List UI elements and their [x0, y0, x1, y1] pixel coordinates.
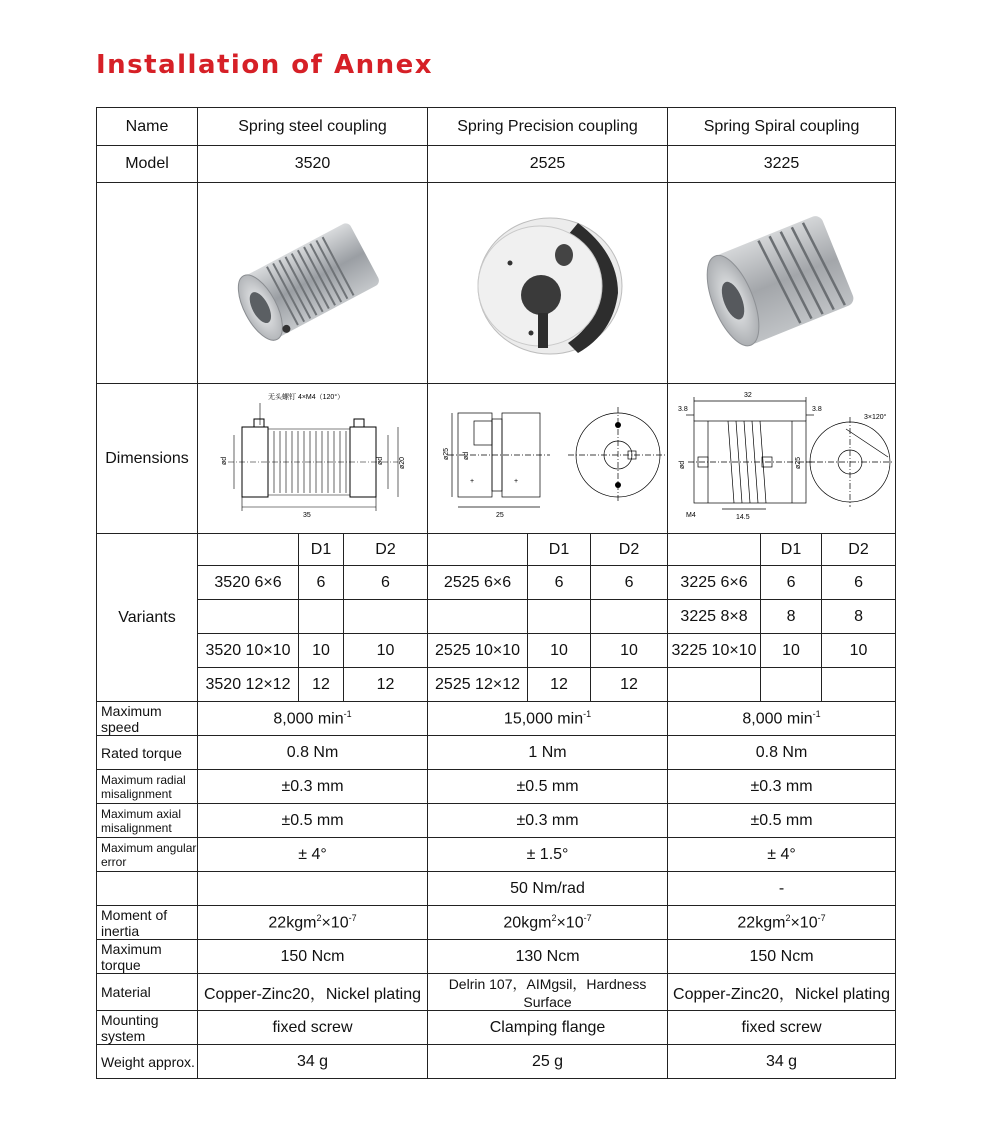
stiffness-2: 50 Nm/rad	[428, 872, 668, 906]
stiffness-3: -	[668, 872, 896, 906]
stiffness-label	[97, 872, 198, 906]
spec-table	[96, 107, 896, 1079]
model-row	[97, 146, 896, 183]
bellows-length: 35	[303, 511, 311, 519]
variant-d1	[528, 600, 591, 634]
max-torque-1: 150 Ncm	[198, 940, 428, 974]
variant-row	[97, 668, 896, 702]
axial-1: ±0.5 mm	[198, 804, 428, 838]
material-row	[97, 974, 896, 1011]
variant-model: 3225 8×8	[668, 600, 761, 634]
inertia-3: $22kgm^2\times 10^{-7}$	[668, 906, 896, 940]
mounting-label: Mounting system	[97, 1011, 198, 1045]
product-name-3: Spring Spiral coupling	[668, 108, 896, 146]
variant-header-d2-1: D2	[344, 534, 428, 566]
spiral-coupling-photo	[668, 183, 896, 384]
product-name-1: Spring steel coupling	[198, 108, 428, 146]
model-1: 3520	[198, 146, 428, 183]
variant-d2: 6	[822, 566, 896, 600]
name-label: Name	[97, 108, 198, 146]
variant-header-d2-2: D2	[591, 534, 668, 566]
variant-d1: 6	[761, 566, 822, 600]
page-title: Installation of Annex	[96, 50, 434, 80]
variant-header-d2-3: D2	[822, 534, 896, 566]
rated-torque-label: Rated torque	[97, 736, 198, 770]
variant-model	[198, 600, 299, 634]
variant-header-blank-3	[668, 534, 761, 566]
variant-d2: 12	[591, 668, 668, 702]
variant-d2: 10	[822, 634, 896, 668]
variant-d1: 6	[528, 566, 591, 600]
max-torque-3: 150 Ncm	[668, 940, 896, 974]
angular-1: ± 4°	[198, 838, 428, 872]
variant-model: 3225 6×6	[668, 566, 761, 600]
name-row	[97, 108, 896, 146]
mounting-row	[97, 1011, 896, 1045]
mounting-1: fixed screw	[198, 1011, 428, 1045]
axial-row	[97, 804, 896, 838]
variant-d2	[822, 668, 896, 702]
angular-3: ± 4°	[668, 838, 896, 872]
radial-3: ±0.3 mm	[668, 770, 896, 804]
variant-d1	[299, 600, 344, 634]
spiral-right-gap: 3.8	[812, 405, 822, 413]
spiral-mid: 14.5	[736, 513, 750, 521]
variant-d1: 10	[761, 634, 822, 668]
variant-model: 3520 12×12	[198, 668, 299, 702]
variant-row	[97, 566, 896, 600]
variant-model	[668, 668, 761, 702]
variant-d2: 6	[591, 566, 668, 600]
material-3: Copper-Zinc20，Nickel plating	[668, 974, 896, 1011]
svg-text:+: +	[514, 477, 519, 485]
max-speed-row	[97, 702, 896, 736]
oldham-drawing	[428, 384, 668, 534]
spiral-drawing	[668, 384, 896, 534]
inertia-label: Moment of inertia	[97, 906, 198, 940]
bellows-d: ød	[221, 456, 228, 465]
variant-d2: 8	[822, 600, 896, 634]
bellows-D: ø20	[399, 456, 406, 469]
variant-d2: 10	[591, 634, 668, 668]
variant-d1: 6	[299, 566, 344, 600]
radial-row	[97, 770, 896, 804]
variant-model: 2525 6×6	[428, 566, 528, 600]
inertia-row	[97, 906, 896, 940]
variant-model: 2525 10×10	[428, 634, 528, 668]
oldham-length: 25	[496, 511, 504, 519]
spiral-angle: 3×120°	[864, 413, 887, 421]
material-label: Material	[97, 974, 198, 1011]
variant-d1: 12	[528, 668, 591, 702]
variant-header-blank-1	[198, 534, 299, 566]
angular-2: ± 1.5°	[428, 838, 668, 872]
spiral-d: ød	[679, 460, 687, 469]
model-2: 2525	[428, 146, 668, 183]
weight-label: Weight approx.	[97, 1045, 198, 1079]
material-2: Delrin 107，AIMgsil，Hardness Surface	[428, 974, 668, 1011]
spiral-screw: M4	[686, 511, 696, 519]
bellows-drawing	[198, 384, 428, 534]
weight-3: 34 g	[668, 1045, 896, 1079]
oldham-d: ød	[463, 451, 471, 460]
variant-header-d1-3: D1	[761, 534, 822, 566]
radial-2: ±0.5 mm	[428, 770, 668, 804]
rated-torque-row	[97, 736, 896, 770]
variants-label: Variants	[97, 534, 198, 702]
bellows-coupling-photo	[198, 183, 428, 384]
stiffness-1	[198, 872, 428, 906]
photo-label-cell	[97, 183, 198, 384]
mounting-3: fixed screw	[668, 1011, 896, 1045]
svg-text:+: +	[470, 477, 475, 485]
dimensions-row	[97, 384, 896, 534]
mounting-2: Clamping flange	[428, 1011, 668, 1045]
variant-d2: 12	[344, 668, 428, 702]
model-3: 3225	[668, 146, 896, 183]
max-speed-label: Maximum speed	[97, 702, 198, 736]
variant-d1: 8	[761, 600, 822, 634]
inertia-1: $22kgm^2\times 10^{-7}$	[198, 906, 428, 940]
weight-row	[97, 1045, 896, 1079]
angular-label: Maximum angular error	[97, 838, 198, 872]
axial-label: Maximum axial misalignment	[97, 804, 198, 838]
max-speed-2: 15,000 $\min^{-1}$	[428, 702, 668, 736]
variant-d2	[591, 600, 668, 634]
max-torque-2: 130 Ncm	[428, 940, 668, 974]
dimensions-label: Dimensions	[97, 384, 198, 534]
spiral-length: 32	[744, 391, 752, 399]
product-name-2: Spring Precision coupling	[428, 108, 668, 146]
variant-model	[428, 600, 528, 634]
photo-row	[97, 183, 896, 384]
variant-d2: 10	[344, 634, 428, 668]
max-speed-3: 8,000 $\min^{-1}$	[668, 702, 896, 736]
spiral-left-gap: 3.8	[678, 405, 688, 413]
angular-row	[97, 838, 896, 872]
axial-2: ±0.3 mm	[428, 804, 668, 838]
stiffness-row	[97, 872, 896, 906]
bellows-d-inner: ød	[377, 456, 384, 465]
variant-model: 3520 10×10	[198, 634, 299, 668]
variant-header-blank-2	[428, 534, 528, 566]
axial-3: ±0.5 mm	[668, 804, 896, 838]
variant-d2	[344, 600, 428, 634]
variant-model: 2525 12×12	[428, 668, 528, 702]
variant-row	[97, 600, 896, 634]
model-label: Model	[97, 146, 198, 183]
rated-torque-1: 0.8 Nm	[198, 736, 428, 770]
oldham-coupling-photo	[428, 183, 668, 384]
variant-model: 3225 10×10	[668, 634, 761, 668]
rated-torque-3: 0.8 Nm	[668, 736, 896, 770]
max-speed-1: 8,000 $\min^{-1}$	[198, 702, 428, 736]
weight-1: 34 g	[198, 1045, 428, 1079]
max-torque-row	[97, 940, 896, 974]
variant-d1	[761, 668, 822, 702]
oldham-D: ø25	[443, 447, 451, 460]
radial-label: Maximum radial misalignment	[97, 770, 198, 804]
variants-header-row	[97, 534, 896, 566]
variant-d1: 12	[299, 668, 344, 702]
max-torque-label: Maximum torque	[97, 940, 198, 974]
weight-2: 25 g	[428, 1045, 668, 1079]
variant-header-d1-1: D1	[299, 534, 344, 566]
variant-row	[97, 634, 896, 668]
variant-d1: 10	[299, 634, 344, 668]
screw-note: 无头螺钉 4×M4（120°）	[268, 393, 345, 401]
radial-1: ±0.3 mm	[198, 770, 428, 804]
spiral-D: ø25	[795, 456, 803, 469]
variant-d2: 6	[344, 566, 428, 600]
variant-d1: 10	[528, 634, 591, 668]
inertia-2: $20kgm^2\times 10^{-7}$	[428, 906, 668, 940]
material-1: Copper-Zinc20，Nickel plating	[198, 974, 428, 1011]
variant-header-d1-2: D1	[528, 534, 591, 566]
rated-torque-2: 1 Nm	[428, 736, 668, 770]
variant-model: 3520 6×6	[198, 566, 299, 600]
